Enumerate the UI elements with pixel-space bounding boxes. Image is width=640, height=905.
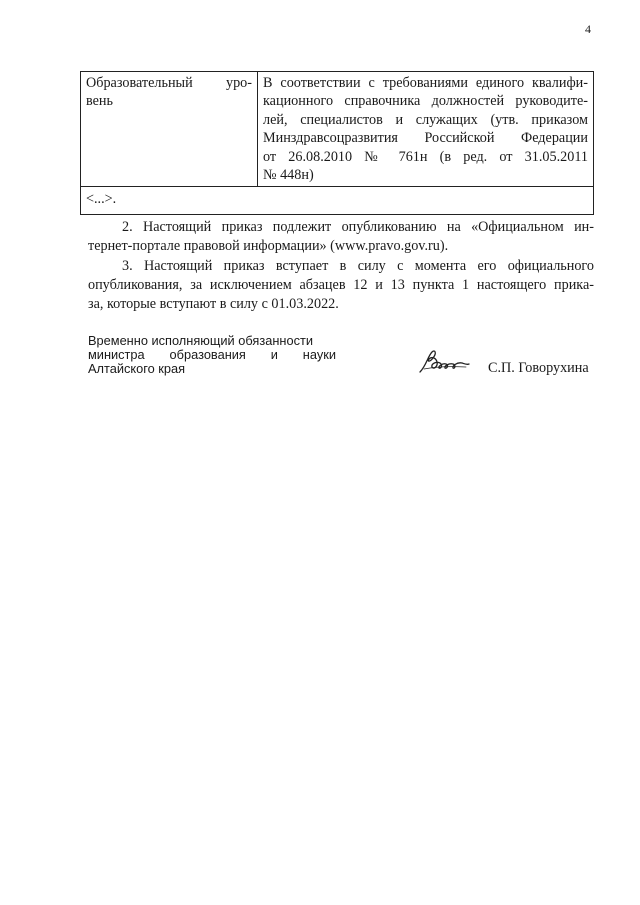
qualification-table — [80, 71, 594, 215]
cell-text-line: Минздравсоцразвития Российской Федерации — [263, 130, 588, 147]
table-cell-requirement-name — [81, 72, 258, 187]
signatory-name: С.П. Говорухина — [488, 360, 589, 376]
cell-text-line: кационного справочника должностей руководите- — [263, 93, 588, 110]
paragraph-2 — [88, 218, 594, 256]
position-line: Алтайского края — [88, 361, 186, 376]
paragraph-line: опубликования, за исключением абзацев 12 и 13 пункта 1 настоящего прика- — [88, 277, 594, 293]
cell-text-line: В соответствии с требованиями единого квалифи- — [263, 75, 588, 91]
paragraph-3 — [88, 257, 594, 314]
cell-text-line: от 26.08.2010 № 761н (в ред. от 31.05.2011 — [263, 148, 588, 165]
table-cell-requirement-value — [258, 72, 594, 187]
cell-text-line: вень — [86, 93, 113, 110]
paragraph-line: тернет-портале правовой информации» (www.pravo.gov.ru). — [88, 238, 449, 254]
cell-text-line: № 448н) — [263, 167, 314, 184]
position-line: Временно исполняющий обязанности — [88, 333, 313, 348]
table-cell-omission: <...>. — [81, 187, 594, 215]
handwritten-signature-icon — [418, 348, 470, 376]
page-number: 4 — [585, 22, 591, 36]
signatory-position — [88, 334, 336, 376]
paragraph-line: 2. Настоящий приказ подлежит опубликованию на «Официальном ин- — [122, 219, 594, 235]
table-row — [81, 72, 594, 187]
table-row — [81, 187, 594, 215]
cell-text-line: Образовательный уро- — [86, 75, 252, 91]
paragraph-line: 3. Настоящий приказ вступает в силу с момента его официального — [122, 258, 594, 274]
cell-text-line: лей, специалистов и служащих (утв. приказом — [263, 111, 588, 128]
paragraph-line: за, которые вступают в силу с 01.03.2022. — [88, 296, 339, 312]
position-line: министра образования и науки — [88, 347, 336, 362]
